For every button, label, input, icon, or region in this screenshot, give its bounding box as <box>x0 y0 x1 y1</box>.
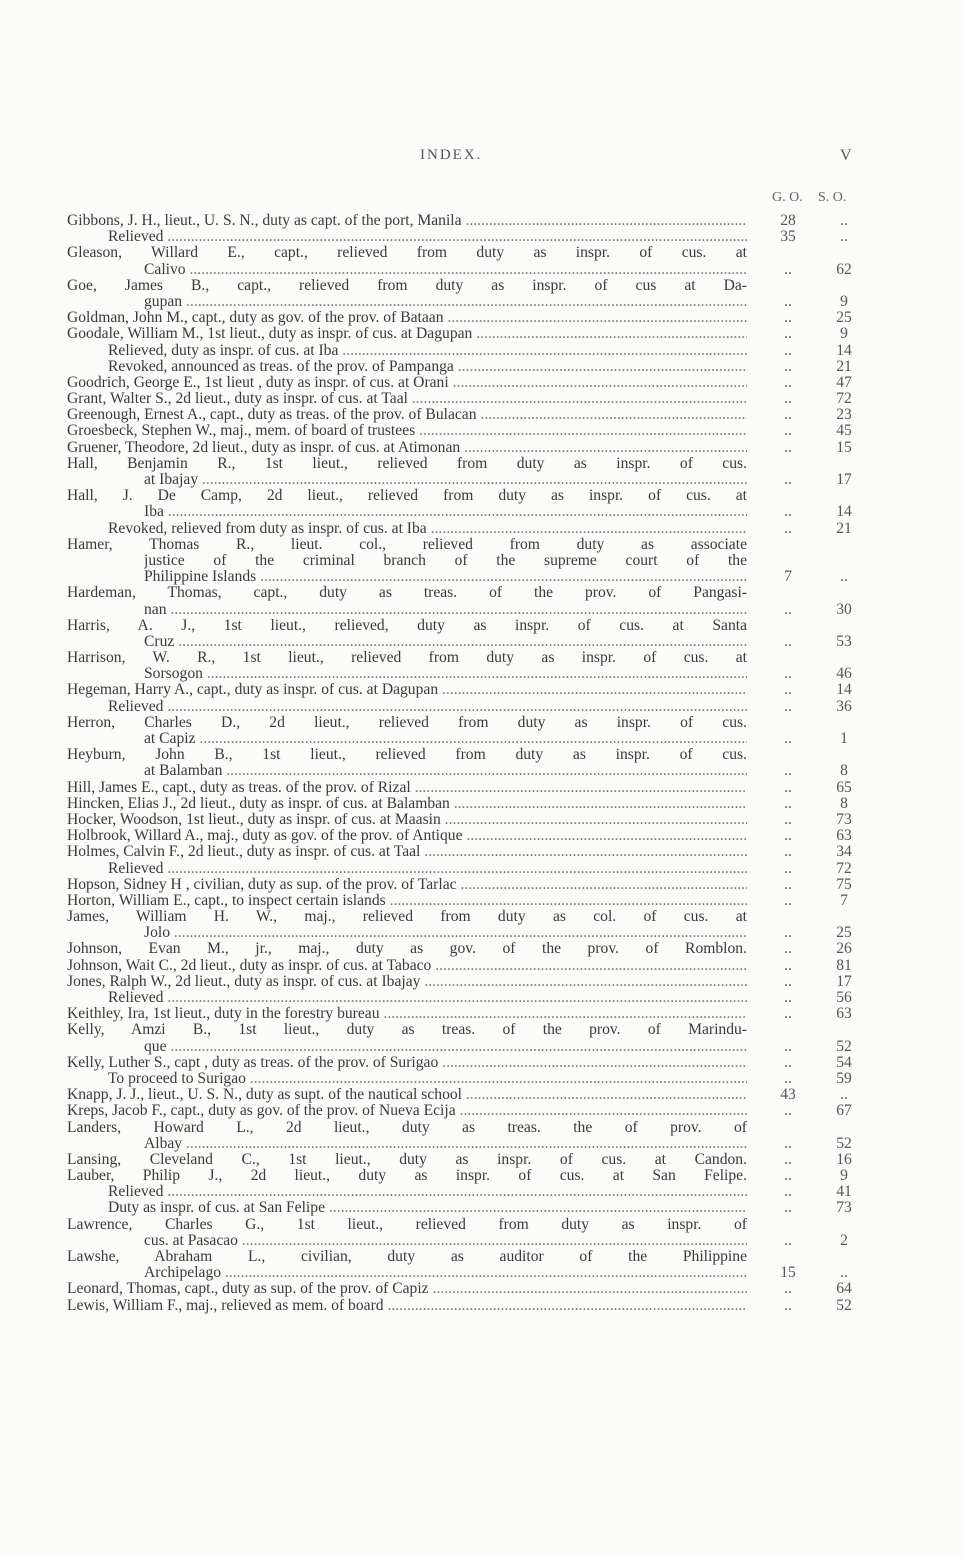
entry-text: Relieved ..... <box>108 699 747 715</box>
entry-text: Landers, Howard L., 2d lieut., duty as treas. the of prov. of <box>67 1119 747 1136</box>
general-order-number: .. <box>784 341 792 359</box>
entry-text: at Ibajay ..... <box>144 472 747 488</box>
entry-text: Hamer, Thomas R., lieut. col., relieved from duty as associate <box>67 536 747 553</box>
index-entry-line <box>67 391 867 407</box>
special-order-number: 65 <box>836 778 852 796</box>
index-entry-line <box>67 974 867 990</box>
index-entry-line <box>67 1022 867 1038</box>
special-order-number: 7 <box>840 891 848 909</box>
index-entry-line <box>67 1071 867 1087</box>
index-entry-line <box>67 861 867 877</box>
entry-text: Horton, William E., capt., to inspect certain islands ..... <box>67 893 747 909</box>
special-order-number: 25 <box>836 309 852 327</box>
index-entry-line <box>67 359 867 375</box>
special-order-number: 73 <box>836 810 852 828</box>
general-orders-header: G. O. <box>772 190 803 205</box>
entry-text: Holbrook, Willard A., maj., duty as gov. of the prov. of Antique ..... <box>67 828 747 844</box>
special-order-number: 52 <box>836 1037 852 1055</box>
general-order-number: .. <box>784 292 792 310</box>
index-entry-line <box>67 1136 867 1152</box>
general-order-number: .. <box>784 1280 792 1298</box>
index-entry-line <box>67 1265 867 1281</box>
special-order-number: 9 <box>840 292 848 310</box>
index-entry-line <box>67 796 867 812</box>
entry-text: Johnson, Wait C., 2d lieut., duty as inspr. of cus. at Tabaco ..... <box>67 958 747 974</box>
general-order-number: .. <box>784 390 792 408</box>
general-order-number: .. <box>784 924 792 942</box>
entry-text: Grant, Walter S., 2d lieut., duty as inspr. of cus. at Taal ..... <box>67 391 747 407</box>
index-entry-line <box>67 213 867 229</box>
entry-text: Relieved, duty as inspr. of cus. at Iba ..... <box>108 343 747 359</box>
special-order-number: .. <box>840 568 848 586</box>
index-entry-line <box>67 553 867 569</box>
special-order-number: 72 <box>836 859 852 877</box>
entry-text: Heyburn, John B., 1st lieut., relieved from duty as inspr. of cus. <box>67 747 747 764</box>
general-order-number: .. <box>784 1069 792 1087</box>
index-entry-line <box>67 1103 867 1119</box>
index-entry-line <box>67 488 867 504</box>
entry-text: gupan ..... <box>144 294 747 310</box>
entry-text: nan ..... <box>144 602 747 618</box>
entry-text: To proceed to Surigao ..... <box>108 1071 747 1087</box>
special-order-number: 52 <box>836 1296 852 1314</box>
entry-text: Keithley, Ira, 1st lieut., duty in the forestry bureau ..... <box>67 1006 747 1022</box>
index-entry-line <box>67 909 867 925</box>
entry-text: Lauber, Philip J., 2d lieut., duty as inspr. of cus. at San Felipe. <box>67 1168 747 1185</box>
general-order-number: .. <box>784 309 792 327</box>
special-order-number: 73 <box>836 1199 852 1217</box>
index-entry-line <box>67 1120 867 1136</box>
entry-text: Harris, A. J., 1st lieut., relieved, duty as inspr. of cus. at Santa <box>67 617 747 634</box>
index-entry-line <box>67 1200 867 1216</box>
special-order-number: 54 <box>836 1053 852 1071</box>
general-order-number: .. <box>784 827 792 845</box>
index-entry-line <box>67 731 867 747</box>
index-entry-line <box>67 618 867 634</box>
index-entry-line <box>67 990 867 1006</box>
special-order-number: 47 <box>836 373 852 391</box>
index-entry-line <box>67 925 867 941</box>
special-order-number: 15 <box>836 438 852 456</box>
general-order-number: .. <box>784 1102 792 1120</box>
index-entry-line <box>67 1249 867 1265</box>
entry-text: Hall, Benjamin R., 1st lieut., relieved from duty as inspr. of cus. <box>67 455 747 472</box>
entry-text: Hardeman, Thomas, capt., duty as treas. of the prov. of Pangasi- <box>67 585 747 602</box>
general-order-number: .. <box>784 730 792 747</box>
entry-text: Goe, James B., capt., relieved from duty as inspr. of cus at Da- <box>67 277 747 294</box>
entry-text: Kreps, Jacob F., capt., duty as gov. of the prov. of Nueva Ecija ..... <box>67 1103 747 1119</box>
general-order-number: .. <box>784 972 792 990</box>
index-entry-line <box>67 440 867 456</box>
general-order-number: 43 <box>780 1086 796 1104</box>
index-entry-line <box>67 1184 867 1200</box>
general-order-number: .. <box>784 260 792 278</box>
general-order-number: .. <box>784 503 792 521</box>
general-order-number: .. <box>784 438 792 456</box>
general-order-number: 28 <box>780 212 796 229</box>
special-order-number: 14 <box>836 681 852 699</box>
entry-text: Calivo ..... <box>144 262 747 278</box>
index-entry-line <box>67 1006 867 1022</box>
index-entry-line <box>67 472 867 488</box>
index-entry-line <box>67 958 867 974</box>
index-entries <box>67 213 867 1314</box>
special-order-number: .. <box>840 212 848 229</box>
general-order-number: .. <box>784 519 792 537</box>
index-entry-line <box>67 375 867 391</box>
entry-text: Hegeman, Harry A., capt., duty as inspr. of cus. at Dagupan ..... <box>67 682 747 698</box>
general-order-number: .. <box>784 600 792 618</box>
entry-text: Goldman, John M., capt., duty as gov. of the prov. of Bataan ..... <box>67 310 747 326</box>
entry-text: Kelly, Luther S., capt , duty as treas. of the prov. of Surigao ..... <box>67 1055 747 1071</box>
special-order-number: 21 <box>836 519 852 537</box>
general-order-number: .. <box>784 1183 792 1201</box>
entry-text: at Capiz ..... <box>144 731 747 747</box>
general-order-number: .. <box>784 406 792 424</box>
index-entry-line <box>67 278 867 294</box>
index-entry-line <box>67 1281 867 1297</box>
running-head <box>0 147 963 167</box>
entry-text: Greenough, Ernest A., capt., duty as treas. of the prov. of Bulacan ..... <box>67 407 747 423</box>
general-order-number: .. <box>784 632 792 650</box>
entry-text: Lawrence, Charles G., 1st lieut., relieved from duty as inspr. of <box>67 1216 747 1233</box>
index-entry-line <box>67 504 867 520</box>
entry-text: Knapp, J. J., lieut., U. S. N., duty as supt. of the nautical school ..... <box>67 1087 747 1103</box>
general-order-number: .. <box>784 1150 792 1168</box>
index-entry-line <box>67 1217 867 1233</box>
special-order-number: 14 <box>836 341 852 359</box>
general-order-number: .. <box>784 956 792 974</box>
entry-text: Groesbeck, Stephen W., maj., mem. of board of trustees ..... <box>67 423 747 439</box>
special-order-number: 81 <box>836 956 852 974</box>
general-order-number: .. <box>784 1005 792 1023</box>
index-entry-line <box>67 343 867 359</box>
entry-text: Harrison, W. R., 1st lieut., relieved from duty as inspr. of cus. at <box>67 650 747 667</box>
index-entry-line <box>67 634 867 650</box>
special-order-number: 63 <box>836 1005 852 1023</box>
special-order-number: 8 <box>840 762 848 780</box>
general-order-number: .. <box>784 989 792 1006</box>
index-entry-line <box>67 715 867 731</box>
index-entry-line <box>67 229 867 245</box>
entry-text: Relieved ..... <box>108 861 747 877</box>
entry-text: James, William H. W., maj., relieved from duty as col. of cus. at <box>67 909 747 926</box>
entry-text: Archipelago ..... <box>144 1265 747 1281</box>
entry-text: Gleason, Willard E., capt., relieved from duty as inspr. of cus. at <box>67 245 747 262</box>
index-entry-line <box>67 407 867 423</box>
special-order-number: 17 <box>836 471 852 488</box>
index-entry-line <box>67 585 867 601</box>
special-order-number: .. <box>840 1086 848 1104</box>
special-order-number: 17 <box>836 972 852 990</box>
general-order-number: .. <box>784 1199 792 1217</box>
entry-text: Hill, James E., capt., duty as treas. of the prov. of Rizal ..... <box>67 780 747 796</box>
general-order-number: .. <box>784 325 792 343</box>
entry-text: Jolo ..... <box>144 925 747 941</box>
special-order-number: 46 <box>836 665 852 683</box>
index-entry-line <box>67 666 867 682</box>
entry-text: Duty as inspr. of cus. at San Felipe ..... <box>108 1200 747 1216</box>
general-order-number: .. <box>784 1231 792 1249</box>
column-headers <box>772 190 867 206</box>
index-entry-line <box>67 602 867 618</box>
special-order-number: 30 <box>836 600 852 618</box>
special-order-number: 53 <box>836 632 852 650</box>
general-order-number: .. <box>784 697 792 715</box>
index-entry-line <box>67 780 867 796</box>
special-order-number: .. <box>840 228 848 246</box>
entry-text: Hincken, Elias J., 2d lieut., duty as inspr. of cus. at Balamban ..... <box>67 796 747 812</box>
special-order-number: 16 <box>836 1150 852 1168</box>
index-entry-line <box>67 537 867 553</box>
special-order-number: 64 <box>836 1280 852 1298</box>
special-order-number: 25 <box>836 924 852 942</box>
general-order-number: 35 <box>780 228 796 246</box>
special-order-number: 52 <box>836 1134 852 1152</box>
general-order-number: 7 <box>784 568 792 586</box>
special-order-number: 67 <box>836 1102 852 1120</box>
index-entry-line <box>67 1039 867 1055</box>
special-order-number: 9 <box>840 325 848 343</box>
entry-text: Holmes, Calvin F., 2d lieut., duty as inspr. of cus. at Taal ..... <box>67 844 747 860</box>
general-order-number: .. <box>784 665 792 683</box>
general-order-number: .. <box>784 357 792 375</box>
index-entry-line <box>67 1152 867 1168</box>
entry-text: Revoked, announced as treas. of the prov. of Pampanga ..... <box>108 359 747 375</box>
entry-text: Lawshe, Abraham L., civilian, duty as auditor of the Philippine <box>67 1249 747 1265</box>
general-order-number: 15 <box>780 1264 796 1282</box>
index-entry-line <box>67 1298 867 1314</box>
entry-text: Gruener, Theodore, 2d lieut., duty as inspr. of cus. at Atimonan ..... <box>67 440 747 456</box>
entry-text: Leonard, Thomas, capt., duty as sup. of the prov. of Capiz ..... <box>67 1281 747 1297</box>
general-order-number: .. <box>784 794 792 812</box>
entry-text: Lansing, Cleveland C., 1st lieut., duty as inspr. of cus. at Candon. <box>67 1151 747 1168</box>
entry-text: Relieved ..... <box>108 990 747 1006</box>
special-order-number: 8 <box>840 794 848 812</box>
index-entry-line <box>67 812 867 828</box>
general-order-number: .. <box>784 1053 792 1071</box>
entry-text: justice of the criminal branch of the supreme court of the <box>144 552 747 569</box>
index-entry-line <box>67 1055 867 1071</box>
special-order-number: 2 <box>840 1231 848 1249</box>
index-entry-line <box>67 423 867 439</box>
index-entry-line <box>67 1168 867 1184</box>
entry-text: Lewis, William F., maj., relieved as mem. of board ..... <box>67 1298 747 1314</box>
general-order-number: .. <box>784 810 792 828</box>
general-order-number: .. <box>784 778 792 796</box>
general-order-number: .. <box>784 471 792 488</box>
entry-text: cus. at Pasacao ..... <box>144 1233 747 1249</box>
special-order-number: .. <box>840 1264 848 1282</box>
special-order-number: 75 <box>836 875 852 893</box>
entry-text: Herron, Charles D., 2d lieut., relieved from duty as inspr. of cus. <box>67 714 747 731</box>
entry-text: Hall, J. De Camp, 2d lieut., relieved from duty as inspr. of cus. at <box>67 488 747 505</box>
general-order-number: .. <box>784 1134 792 1152</box>
entry-text: Johnson, Evan M., jr., maj., duty as gov. of the prov. of Romblon. <box>67 941 747 958</box>
index-entry-line <box>67 877 867 893</box>
index-entry-line <box>67 569 867 585</box>
general-order-number: .. <box>784 843 792 861</box>
special-order-number: 34 <box>836 843 852 861</box>
entry-text: Iba ..... <box>144 504 747 520</box>
general-order-number: .. <box>784 1167 792 1185</box>
index-entry-line <box>67 262 867 278</box>
special-order-number: 45 <box>836 422 852 440</box>
special-order-number: 41 <box>836 1183 852 1201</box>
index-entry-line <box>67 521 867 537</box>
special-order-number: 62 <box>836 260 852 278</box>
entry-text: Revoked, relieved from duty as inspr. of cus. at Iba ..... <box>108 521 747 537</box>
index-entry-line <box>67 699 867 715</box>
general-order-number: .. <box>784 681 792 699</box>
special-order-number: 72 <box>836 390 852 408</box>
entry-text: Gibbons, J. H., lieut., U. S. N., duty as capt. of the port, Manila ..... <box>67 213 747 229</box>
entry-text: Philippine Islands ..... <box>144 569 747 585</box>
index-entry-line <box>67 747 867 763</box>
general-order-number: .. <box>784 875 792 893</box>
entry-text: Jones, Ralph W., 2d lieut., duty as inspr. of cus. at Ibajay ..... <box>67 974 747 990</box>
entry-text: Hopson, Sidney H , civilian, duty as sup. of the prov. of Tarlac ..... <box>67 877 747 893</box>
entry-text: Relieved ..... <box>108 229 747 245</box>
index-entry-line <box>67 326 867 342</box>
index-entry-line <box>67 245 867 261</box>
special-order-number: 26 <box>836 940 852 958</box>
special-order-number: 36 <box>836 697 852 715</box>
general-order-number: .. <box>784 891 792 909</box>
index-entry-line <box>67 456 867 472</box>
general-order-number: .. <box>784 940 792 958</box>
special-order-number: 59 <box>836 1069 852 1087</box>
general-order-number: .. <box>784 1037 792 1055</box>
special-order-number: 21 <box>836 357 852 375</box>
special-order-number: 1 <box>840 730 848 747</box>
index-entry-line <box>67 828 867 844</box>
special-order-number: 9 <box>840 1167 848 1185</box>
index-entry-line <box>67 1233 867 1249</box>
special-order-number: 63 <box>836 827 852 845</box>
entry-text: at Balamban ..... <box>144 763 747 779</box>
entry-text: Albay ..... <box>144 1136 747 1152</box>
index-entry-line <box>67 682 867 698</box>
entry-text: que ..... <box>144 1039 747 1055</box>
special-order-number: 56 <box>836 989 852 1006</box>
entry-text: Relieved ..... <box>108 1184 747 1200</box>
entry-text: Goodale, William M., 1st lieut., duty as inspr. of cus. at Dagupan ..... <box>67 326 747 342</box>
page-title: INDEX. <box>420 147 483 163</box>
entry-text: Hocker, Woodson, 1st lieut., duty as inspr. of cus. at Maasin ..... <box>67 812 747 828</box>
general-order-number: .. <box>784 762 792 780</box>
general-order-number: .. <box>784 373 792 391</box>
index-entry-line <box>67 310 867 326</box>
page-number: V <box>840 147 852 164</box>
index-entry-line <box>67 844 867 860</box>
entry-text: Sorsogon ..... <box>144 666 747 682</box>
index-entry-line <box>67 650 867 666</box>
general-order-number: .. <box>784 859 792 877</box>
entry-text: Kelly, Amzi B., 1st lieut., duty as treas. of the prov. of Marindu- <box>67 1022 747 1039</box>
special-order-number: 14 <box>836 503 852 521</box>
entry-text: Cruz ..... <box>144 634 747 650</box>
general-order-number: .. <box>784 1296 792 1314</box>
index-entry-line <box>67 294 867 310</box>
index-entry-line <box>67 763 867 779</box>
index-entry-line <box>67 893 867 909</box>
index-entry-line <box>67 941 867 957</box>
general-order-number: .. <box>784 422 792 440</box>
entry-text: Goodrich, George E., 1st lieut , duty as inspr. of cus. at Orani ..... <box>67 375 747 391</box>
special-order-number: 23 <box>836 406 852 424</box>
special-orders-header: S. O. <box>818 190 847 205</box>
index-entry-line <box>67 1087 867 1103</box>
